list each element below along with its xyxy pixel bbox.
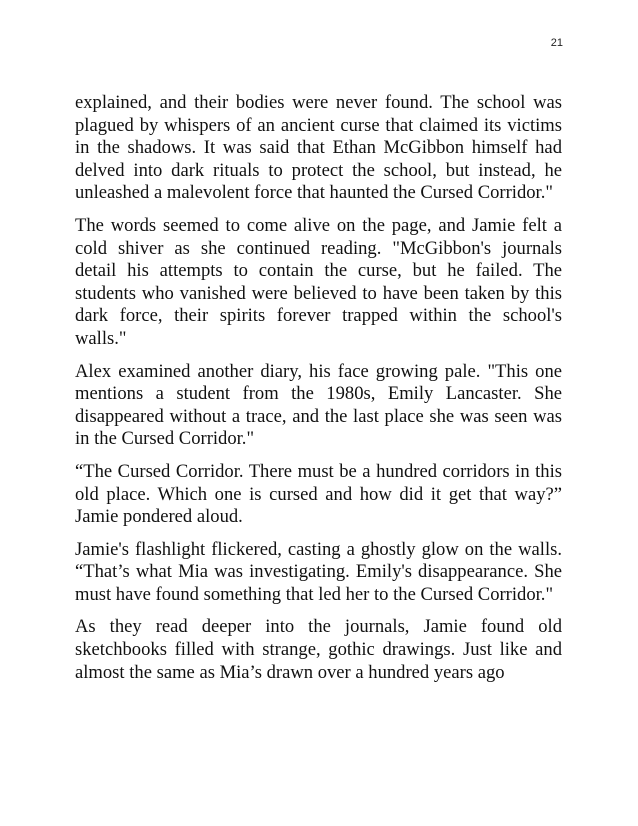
page-number: 21 <box>550 37 563 49</box>
paragraph: explained, and their bodies were never found. The school was plagued by whispers of an ancient curse that claimed its victims in the shadows. It was said that Ethan McGibbon himself had delved into dark rituals to protect the school, but instead, he unleashed a malevolent force that haunted the Cursed Corridor." <box>75 92 562 204</box>
paragraph: Alex examined another diary, his face growing pale. "This one mentions a student from the 1980s, Emily Lancaster. She disappeared without a trace, and the last place she was seen was in the Cursed Corridor." <box>75 360 562 450</box>
paragraph: “The Cursed Corridor. There must be a hundred corridors in this old place. Which one is cursed and how did it get that way?” Jamie pondered aloud. <box>75 460 562 528</box>
paragraph: Jamie's flashlight flickered, casting a ghostly glow on the walls. “That’s what Mia was investigating. Emily's disappearance. She must have found something that led her to the Cursed Corridor." <box>75 538 562 605</box>
paragraph: As they read deeper into the journals, Jamie found old sketchbooks filled with strange, gothic drawings. Just like and almost the same as Mia’s drawn over a hundred years ago <box>75 616 562 683</box>
paragraph: The words seemed to come alive on the page, and Jamie felt a cold shiver as she continued reading. "McGibbon's journals detail his attempts to contain the curse, but he failed. The students who vanished were believed to have been taken by this dark force, their spirits forever trapped within the school's walls." <box>75 214 562 349</box>
body-text <box>75 92 562 694</box>
